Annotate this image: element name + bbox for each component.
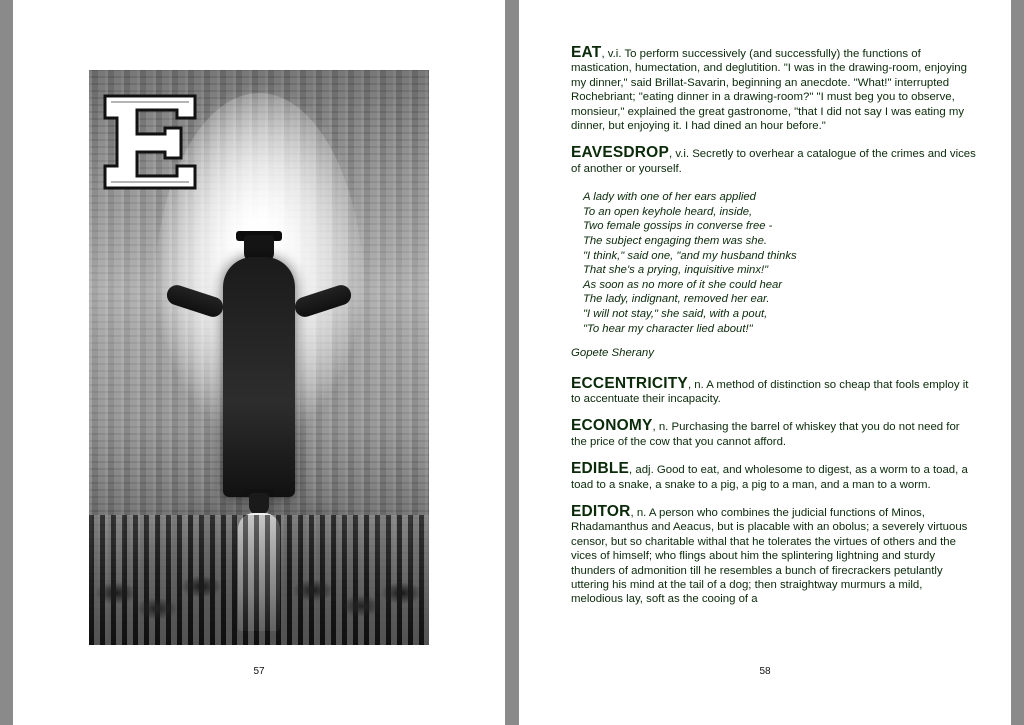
left-page-folio: 57 xyxy=(253,666,265,677)
spread-gutter xyxy=(505,0,519,725)
entry-headword: EDITOR xyxy=(571,503,631,521)
dictionary-entries xyxy=(571,46,977,620)
verse-attribution: Gopete Sherany xyxy=(571,347,654,360)
verse-block xyxy=(583,190,977,336)
verse-line: The lady, indignant, removed her ear. xyxy=(583,293,770,306)
left-page xyxy=(13,0,505,725)
entry-body: , v.i. To perform successively (and successfully) the functions of mastication, humectation, and deglutition. "I was in the drawing-room, enjoying my dinner," said Brillat-Savarin, beginning an anecdote. "What!" interrupted Rochebriant; "eating dinner in a drawing-room?" "I must beg you to observe, monsieur," explained the great gastronome, "that I did not say I was eating my dinner, but enjoying it. I had dined an hour before." xyxy=(571,48,967,133)
verse-line: "To hear my character lied about!" xyxy=(583,322,753,335)
entry-eavesdrop xyxy=(571,146,977,176)
verse-line: That she's a prying, inquisitive minx!" xyxy=(583,264,769,277)
right-page xyxy=(519,0,1011,725)
drop-cap-letter xyxy=(99,88,203,196)
entry-edible xyxy=(571,462,977,492)
entry-headword: EAVESDROP xyxy=(571,144,669,162)
entry-body: , n. A method of distinction so cheap that fools employ it to accentuate their incapacity. xyxy=(571,378,969,405)
verse-line: A lady with one of her ears applied xyxy=(583,191,756,204)
entry-headword: ECCENTRICITY xyxy=(571,374,688,392)
entry-eat xyxy=(571,46,977,133)
crowd xyxy=(89,515,429,645)
entry-editor xyxy=(571,505,977,607)
verse-line: "I will not stay," she said, with a pout, xyxy=(583,308,768,320)
speaker-head xyxy=(249,493,269,515)
verse-line: As soon as no more of it she could hear xyxy=(583,278,783,291)
entry-body: , n. A person who combines the judicial functions of Minos, Rhadamanthus and Aeacus, but is placable with an obolus; a severely virtuous censor, but so charitable withal that he tolerates the virtues of others and the vices of himself; who flings about him the splintering lightning and sturdy thunders of admonition till he resembles a bunch of firecrackers petulantly uttering his mind at the tail of a dog; then straightway murmurs a mild, melodious lay, soft as the cooing of a xyxy=(571,507,968,606)
entry-body: , adj. Good to eat, and wholesome to digest, as a worm to a toad, a toad to a snake, a snake to a pig, a pig to a man, and a man to a worm. xyxy=(571,464,968,491)
entry-body: , n. Purchasing the barrel of whiskey that you do not need for the price of the cow that you cannot afford. xyxy=(571,421,960,448)
verse-line: To an open keyhole heard, inside, xyxy=(583,205,753,218)
verse-line: The subject engaging them was she. xyxy=(583,235,767,248)
entry-economy xyxy=(571,419,977,449)
entry-headword: ECONOMY xyxy=(571,417,653,435)
entry-eccentricity xyxy=(571,374,977,407)
verse-line: "I think," said one, "and my husband thinks xyxy=(583,249,797,262)
verse-line: Two female gossips in converse free - xyxy=(583,220,773,233)
entry-headword: EAT xyxy=(571,44,602,61)
entry-body: , v.i. Secretly to overhear a catalogue of the crimes and vices of another or yourself. xyxy=(571,148,976,175)
right-page-folio: 58 xyxy=(759,666,771,677)
orator-coat xyxy=(223,257,295,497)
entry-headword: EDIBLE xyxy=(571,460,630,478)
